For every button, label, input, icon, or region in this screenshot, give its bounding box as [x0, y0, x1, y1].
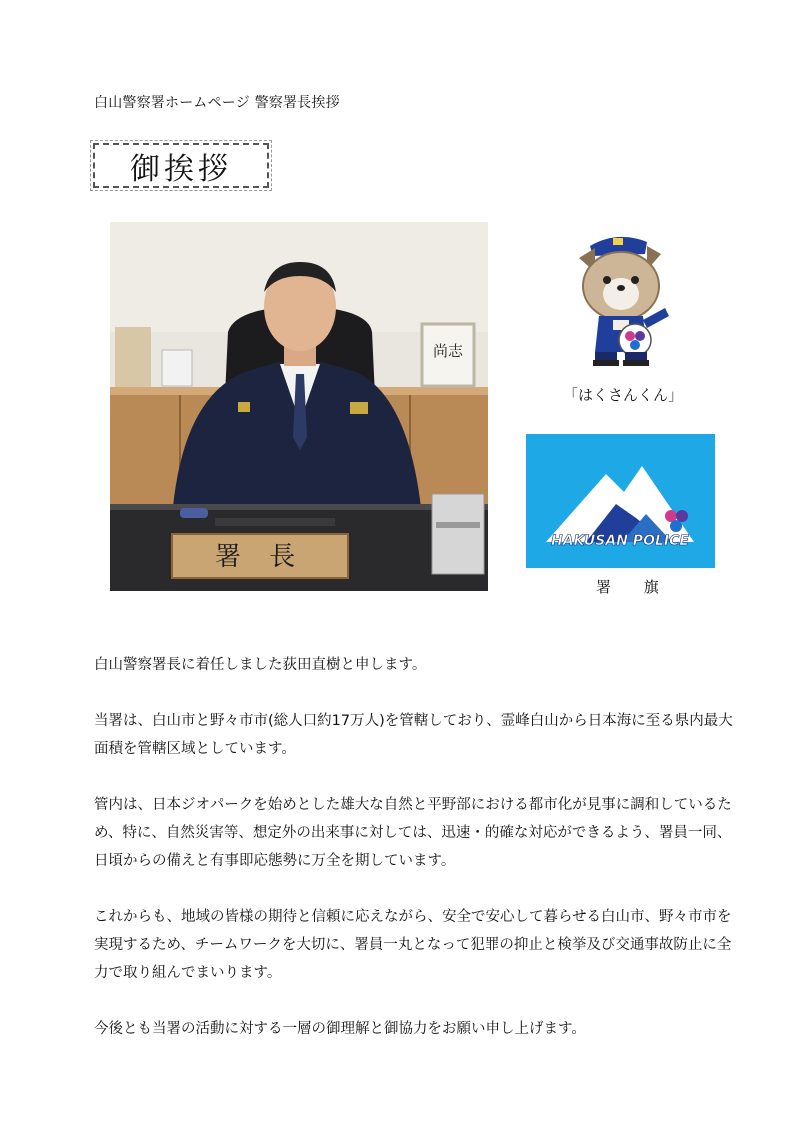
chief-photo: [110, 222, 488, 591]
paragraph: これからも、地域の皆様の期待と信頼に応えながら、安全で安心して暮らせる白山市、野々市市を実現するため、チームワークを大切に、署員一丸となって犯罪の抑止と検挙及び交通事故防止に全力で取り組んでまいります。: [94, 909, 732, 981]
flag-caption: 署 旗: [596, 578, 673, 596]
paragraph: 管内は、日本ジオパークを始めとした雄大な自然と平野部における都市化が見事に調和しているため、特に、自然災害等、想定外の出来事に対しては、迅速・的確な対応ができるよう、署員一同、日頃からの備えと有事即応態勢に万全を期しています。: [94, 797, 732, 869]
paragraph: 白山警察署長に着任しました荻田直樹と申します。: [94, 657, 427, 673]
station-flag-illustration: [526, 434, 715, 568]
page-header: 白山警察署ホームページ 警察署長挨拶: [94, 95, 340, 111]
mascot-illustration: [565, 228, 683, 370]
paragraph: 当署は、白山市と野々市市(総人口約17万人)を管轄しており、霊峰白山から日本海に至る県内最大面積を管轄区域としています。: [94, 713, 733, 757]
greeting-body: [94, 651, 734, 1071]
mascot-icon: [565, 228, 683, 370]
calligraphy-text: 尚志: [432, 342, 464, 360]
paragraph: 今後とも当署の活動に対する一層の御理解と御協力をお願い申し上げます。: [94, 1021, 586, 1037]
greeting-title-box: [93, 143, 269, 188]
station-flag: [526, 434, 715, 568]
chief-photo-illustration: [110, 222, 488, 591]
flag-label: HAKUSAN POLICE: [551, 533, 689, 549]
mascot-caption: 「はくさんくん」: [563, 386, 684, 404]
greeting-title: 御挨拶: [130, 151, 232, 187]
desk-nameplate: 署 長: [214, 542, 306, 572]
